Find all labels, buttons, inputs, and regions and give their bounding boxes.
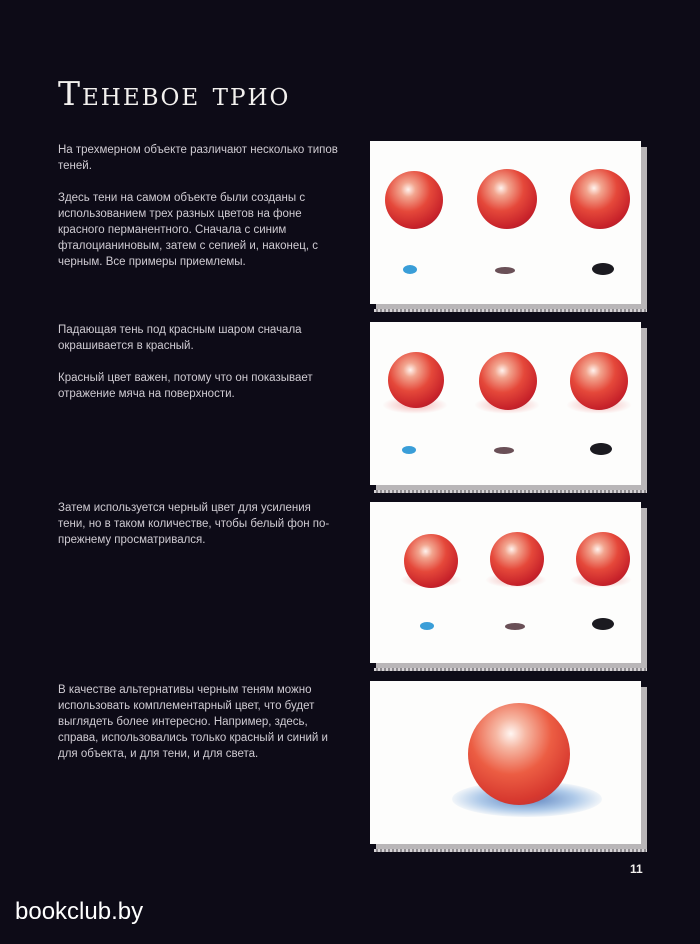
paragraph-intro: На трехмерном объекте различают несколько типов теней.: [58, 144, 338, 172]
red-sphere-blue-shadow: [385, 171, 443, 229]
blue-swatch: [420, 622, 434, 630]
blue-swatch: [403, 265, 417, 274]
black-swatch: [590, 443, 612, 455]
illustration-panel-3: [370, 502, 641, 663]
black-swatch: [592, 263, 614, 275]
paragraph-black-shadow: Затем используется черный цвет для усиления тени, но в таком количестве, чтобы белый фон по-прежнему просматривался.: [58, 502, 330, 546]
sepia-swatch: [505, 623, 525, 630]
illustration-panel-4: [370, 681, 641, 844]
red-sphere-black-shadow: [570, 169, 630, 229]
red-sphere-black-shadow: [570, 352, 628, 410]
red-sphere-sepia-shadow: [479, 352, 537, 410]
red-sphere-large: [468, 703, 570, 805]
black-swatch: [592, 618, 614, 630]
paragraph-complementary: В качестве альтернативы черным теням можно использовать комплементарный цвет, что будет выглядеть более интересно. Например, здесь, справа, использовались только красный и синий и для объекта, и для тени, и для света.: [58, 684, 328, 760]
red-sphere-blue-shadow: [404, 534, 458, 588]
illustration-panel-1: [370, 141, 641, 304]
red-sphere-black-shadow: [576, 532, 630, 586]
blue-swatch: [402, 446, 416, 454]
red-sphere-sepia-shadow: [490, 532, 544, 586]
paragraph-shadow-colors: Здесь тени на самом объекте были созданы с использованием трех разных цветов на фоне красного перманентного. Сначала с синим фталоцианиновым, затем с сепией и, наконец, с черным. Все примеры приемлемы.: [58, 192, 318, 268]
paragraph-reflection: Красный цвет важен, потому что он показывает отражение мяча на поверхности.: [58, 372, 313, 400]
red-sphere-blue-shadow: [388, 352, 444, 408]
illustration-panel-2: [370, 322, 641, 485]
sepia-swatch: [495, 267, 515, 274]
red-sphere-sepia-shadow: [477, 169, 537, 229]
page-title: Теневое трио: [58, 74, 291, 113]
sepia-swatch: [494, 447, 514, 454]
watermark: bookclub.by: [15, 898, 144, 925]
paragraph-cast-shadow: Падающая тень под красным шаром сначала окрашивается в красный.: [58, 324, 302, 352]
page-number: 11: [630, 862, 643, 876]
